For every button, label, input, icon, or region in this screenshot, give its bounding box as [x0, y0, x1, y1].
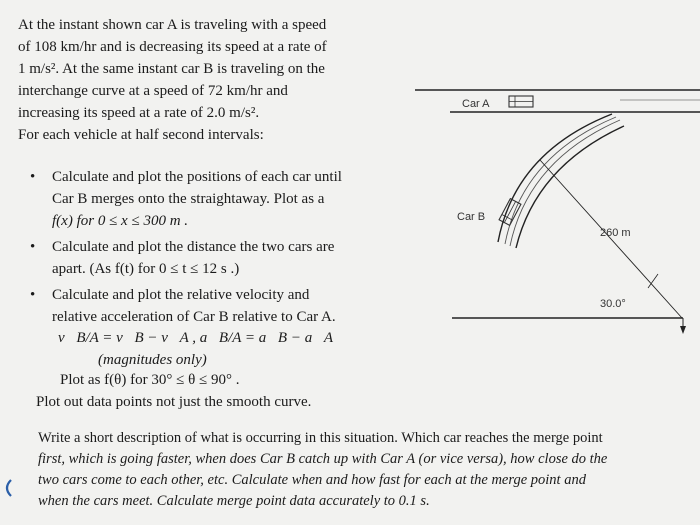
- bullet-dot-2: •: [30, 239, 36, 255]
- interchange-diagram: [400, 60, 700, 340]
- plot-theta-line: Plot as f(θ) for 30° ≤ θ ≤ 90° .: [60, 372, 240, 388]
- bullet-1-line-1: Calculate and plot the positions of each car until: [52, 169, 342, 185]
- intro-line-3: 1 m/s². At the same instant car B is traveling on the: [18, 61, 325, 77]
- edge-arrow-icon: [0, 478, 14, 498]
- ramp-inner-edge: [498, 114, 612, 242]
- bullet-dot-1: •: [30, 169, 36, 185]
- plot-data-points-line: Plot out data points not just the smooth curve.: [36, 394, 312, 410]
- intro-line-4: interchange curve at a speed of 72 km/hr and: [18, 83, 288, 99]
- footer-line-2: first, which is going faster, when does Car B catch up with Car A (or vice versa), how close do the: [38, 451, 608, 467]
- bullet-1-line-3: f(x) for 0 ≤ x ≤ 300 m .: [52, 213, 189, 229]
- center-point-arrow: [680, 326, 686, 334]
- intro-line-2: of 108 km/hr and is decreasing its speed at a rate of: [18, 39, 327, 55]
- magnitudes-note: (magnitudes only): [98, 352, 207, 368]
- footer-line-1: Write a short description of what is occurring in this situation. Which car reaches the merge point: [38, 430, 603, 446]
- bullet-3-line-1: Calculate and plot the relative velocity and: [52, 287, 310, 303]
- assignment-instructions: [38, 428, 678, 512]
- intro-line-5: increasing its speed at a rate of 2.0 m/s².: [18, 105, 260, 121]
- car-b-label: Car B: [457, 211, 486, 223]
- relative-motion-equations: v⃗B/A = v⃗B − v⃗A , a⃗B/A = a⃗B − a⃗A: [58, 330, 334, 346]
- bullet-2-line-2: apart. (As f(t) for 0 ≤ t ≤ 12 s .): [52, 261, 240, 277]
- footer-line-4: when the cars meet. Calculate merge point data accurately to 0.1 s.: [38, 493, 430, 509]
- bullet-2-line-1: Calculate and plot the distance the two cars are: [52, 239, 335, 255]
- radius-label: 260 m: [600, 227, 631, 239]
- angle-label: 30.0°: [600, 298, 626, 310]
- problem-intro: [18, 14, 393, 146]
- bullet-3-line-2: relative acceleration of Car B relative to Car A.: [52, 309, 336, 325]
- bullet-dot-3: •: [30, 287, 36, 303]
- car-a-label: Car A: [462, 98, 490, 110]
- footer-line-3: two cars come to each other, etc. Calculate when and how fast for each at the merge point and: [38, 472, 586, 488]
- ramp-inner-center: [505, 117, 616, 244]
- radius-line: [540, 160, 682, 318]
- intro-line-1: At the instant shown car A is traveling with a speed: [18, 17, 327, 33]
- bullet-1-line-2: Car B merges onto the straightaway. Plot as a: [52, 191, 325, 207]
- intro-line-6: For each vehicle at half second intervals:: [18, 127, 264, 143]
